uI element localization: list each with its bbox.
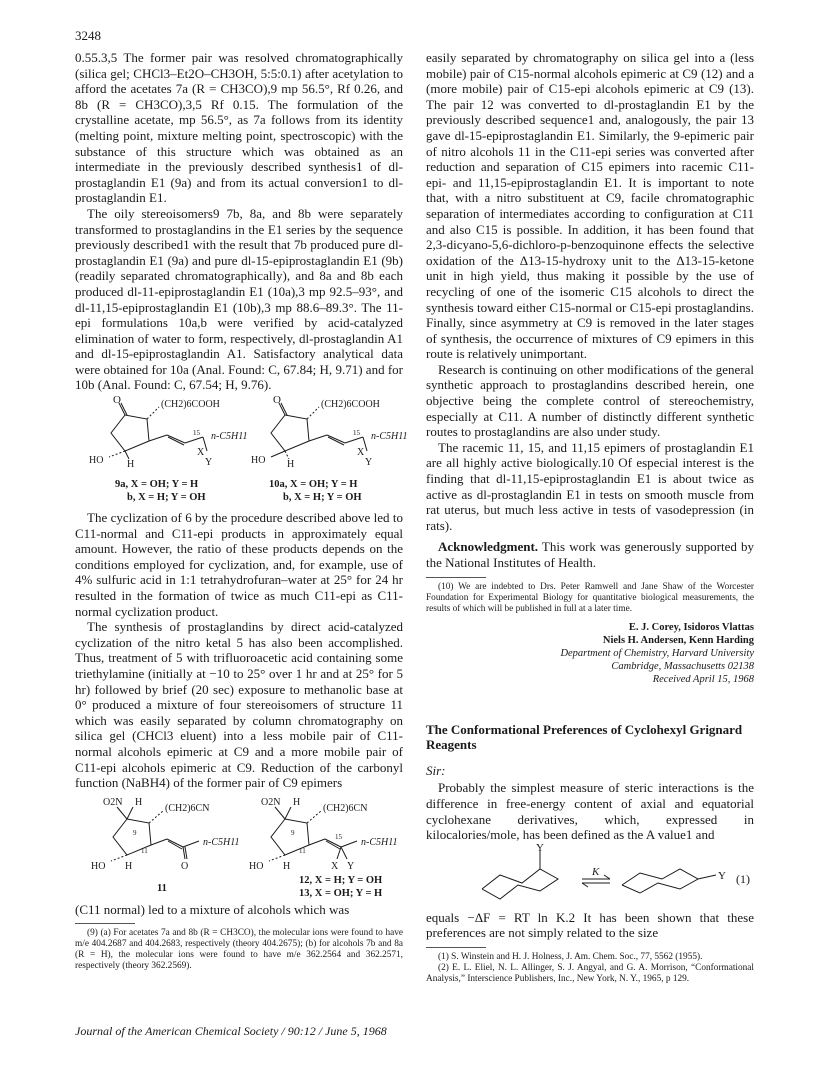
footnote-1: (1) S. Winstein and H. J. Holness, J. Am. Chem. Soc., 77, 5562 (1955). [438, 951, 703, 962]
svg-text:11: 11 [141, 846, 148, 855]
affiliation-line-2: Cambridge, Massachusetts 02138 [611, 660, 754, 672]
svg-text:n-C5H11: n-C5H11 [361, 836, 398, 848]
svg-text:HO: HO [91, 860, 106, 872]
svg-text:H: H [283, 860, 291, 872]
svg-text:O: O [113, 394, 121, 407]
svg-text:n-C5H11: n-C5H11 [203, 836, 240, 848]
svg-text:Y: Y [205, 457, 213, 469]
left-paragraph-4: The synthesis of prostaglandins by direct acid-catalyzed cyclization of the nitro ketal 5 has also been accomplished. Thus, treatment of 5 with trifluoroacetic acid containing some triethylamine (initially at −10 to 25° over 1 hr and at 25° for 5 hr) followed by brief (20 sec) exposure to methanolic base at 0° produced a mixture of four stereoisomers of structure 11 which was easily separated by column chromatography on silica gel (CHCl3 eluent) into a less mobile pair of C11-normal alcohols epimeric at C9 and a more mobile pair of C11-epi alcohols epimeric at C9. Reduction of the carbonyl function (NaBH4) of the former pair of C9 epimers [75, 619, 403, 791]
received-date: Received April 15, 1968 [652, 673, 754, 685]
right-column [426, 50, 754, 985]
svg-text:O: O [181, 860, 189, 872]
svg-text:HO: HO [249, 860, 264, 872]
svg-text:O: O [273, 394, 281, 407]
svg-text:n-C5H11: n-C5H11 [371, 431, 408, 443]
footnote-rule [75, 923, 135, 924]
svg-text:9: 9 [133, 828, 137, 837]
nitro-structures-11-12-13 [75, 793, 403, 899]
acknowledgment-text: This work was generously supported by the National Institutes of Health. [426, 539, 754, 570]
svg-text:(CH2)6COOH: (CH2)6COOH [321, 399, 380, 411]
svg-text:Y: Y [347, 860, 355, 872]
svg-text:(CH2)6CN: (CH2)6CN [323, 802, 368, 814]
s1-chain-label: (CH2)6COOH [161, 399, 220, 411]
left-paragraph-1: 0.55.3,5 The former pair was resolved chromatographically (silica gel; CHCl3–Et2O–CH3OH, 5:5:0.1) after acetylation to afford the acetates 7a (R = CH3CO),9 mp 56.5°, Rf 0.26, and 8b (R = CH3CO),3,5 Rf 0.15. The formulation of the crystalline acetate, mp 56.5°, as 7a follows from its identity (melting point, mixture melting point, spectroscopic) with the substance of this structure which was obtained as an intermediate in the previously described synthesis1 of dl-prostaglandin E1 (9a) and from its actual conversion1 to dl-prostaglandin E1. [75, 50, 403, 206]
affiliation-line-1: Department of Chemistry, Harvard University [560, 647, 754, 659]
author-block [426, 621, 754, 686]
svg-text:H: H [127, 459, 135, 471]
authors-line-2: Niels H. Andersen, Kenn Harding [602, 634, 754, 646]
left-paragraph-5: (C11 normal) led to a mixture of alcohols which was [75, 901, 350, 917]
svg-text:X: X [331, 860, 339, 872]
left-column [75, 50, 408, 972]
svg-text:H: H [125, 860, 133, 872]
svg-text:15: 15 [353, 429, 360, 438]
structure-12-label: 12, X = H; Y = OH [299, 874, 383, 886]
axial-y-label: Y [536, 841, 544, 854]
svg-text:15: 15 [335, 832, 342, 841]
equation-number: (1) [736, 871, 750, 886]
structure-9-label-a: 9a, X = OH; Y = H [115, 479, 199, 491]
footnote-9: (9) (a) For acetates 7a and 8b (R = CH3CO), the molecular ions were found to have m/e 404.2687 and 404.2683, respectively (theory 404.2675); (b) for alcohols 7b and 8a (R = H), the molecular ions were found to have m/e 362.2564 and 362.2571, respectively (theory 362.2569). [75, 928, 403, 972]
prostaglandin-structures-9-10 [75, 394, 408, 507]
left-paragraph-3: The cyclization of 6 by the procedure described above led to C11-normal and C11-epi products in approximately equal amount. However, the ratio of these products depends on the conditions employed for cyclization, and, for example, use of 4% sulfuric acid in 1:1 tetrahydrofuran–water at 25° for 24 hr resulted in the formation of twice as much C11-epi as C11-normal cyclization product. [75, 510, 403, 619]
journal-footer: Journal of the American Chemical Society / 90:12 / June 5, 1968 [75, 1024, 387, 1038]
svg-text:X: X [357, 447, 365, 459]
cyclohexane-equilibrium-equation [426, 841, 754, 907]
authors-line-1: E. J. Corey, Isidoros Vlattas [628, 621, 754, 633]
footnote-10: (10) We are indebted to Drs. Peter Ramwell and Jane Shaw of the Worcester Foundation for Experimental Biology for quantitative biological measurements, the results of which will be published in full at a later time. [426, 581, 754, 614]
footnote-rule-right [426, 577, 486, 578]
svg-text:9: 9 [291, 828, 295, 837]
right-paragraph-1: easily separated by chromatography on silica gel into a (less mobile) pair of C15-normal alcohols epimeric at C9 (12) and a (more mobile) pair of C15-epi alcohols epimeric at C9 (13). The pair 12 was converted to dl-prostaglandin E1 by the previously described sequence1 and, analogously, the pair 13 gave dl-15-epiprostaglandin E1. Similarly, the 9-epimeric pair of nitro alcohols 11 in the C11-epi series was converted after reduction and separation of C15 epimers into racemic C11-epi- and 11,15-epiprostaglandin E1. It is important to note that, with a nitro substituent at C9, facile chromatographic separation of intermediates according to configuration at C11 and also C15 is possible. In addition, it has been found that 2,3-dicyano-5,6-dichloro-p-benzoquinone effects the selective oxidation of the Δ13-15-hydroxy unit to the Δ13-15-ketone unit in high yield, thus making it possible by the use of recycling of one of the isomeric C15 alcohols to direct the synthesis toward either C15-normal or C15-epi prostaglandins. Finally, since asymmetry at C9 is removed in the later stages of synthesis, the occurrence of mixtures of C9 epimers in this route is relatively unimportant. [426, 50, 754, 362]
footnote-rule-right-2 [426, 947, 486, 948]
structure-10-label-a: 10a, X = OH; Y = H [269, 479, 358, 491]
right-paragraph-3: The racemic 11, 15, and 11,15 epimers of prostaglandin E1 are all highly active biologically.10 Of especial interest is the finding that dl-11,15-epiprostaglandin E1 is about twice as active as dl-prostaglandin E1 in tests on smooth muscle from rat uterus, but much less active in tests of vasodepression (in rats). [426, 439, 754, 533]
svg-text:X: X [197, 447, 205, 459]
structure-10-label-b: b, X = H; Y = OH [283, 492, 362, 504]
equilibrium-k-label: K [592, 865, 600, 878]
svg-text:O2N: O2N [103, 796, 123, 808]
structure-9-label-b: b, X = H; Y = OH [127, 492, 206, 504]
right-paragraph-4: Probably the simplest measure of steric interactions is the difference in free-energy content of axial and equatorial cyclohexane derivatives, which, expressed in kilocalories/mole, has been defined as the A value1 and [426, 780, 754, 843]
svg-text:HO: HO [89, 455, 104, 467]
s1-side-label: n-C5H11 [211, 431, 248, 443]
page-number: 3248 [75, 28, 101, 43]
structure-11-label: 11 [157, 882, 167, 894]
svg-text:11: 11 [299, 846, 306, 855]
footnote-2: (2) E. L. Eliel, N. L. Allinger, S. J. Angyal, and G. A. Morrison, “Conformational Analysis,” Interscience Publishers, Inc., New York, N. Y., 1965, p 129. [426, 962, 754, 984]
salutation: Sir: [426, 762, 446, 778]
article-title: The Conformational Preferences of Cyclohexyl Grignard Reagents [426, 721, 743, 753]
right-paragraph-2: Research is continuing on other modifications of the general synthetic approach to prostaglandins described herein, one objective being the complete control of stereochemistry, especially at C11. A number of distinctly different synthetic routes to prostaglandins are also under study. [426, 361, 754, 440]
svg-text:HO: HO [251, 455, 266, 467]
svg-text:15: 15 [193, 429, 200, 438]
equatorial-y-label: Y [718, 869, 726, 882]
svg-text:H: H [293, 796, 301, 808]
svg-text:Y: Y [365, 457, 373, 469]
right-paragraph-5: equals −ΔF = RT ln K.2 It has been shown that these preferences are not simply related to the size [426, 909, 754, 941]
acknowledgment [426, 539, 754, 570]
svg-text:H: H [135, 796, 143, 808]
acknowledgment-heading: Acknowledgment. [438, 539, 539, 555]
svg-text:(CH2)6CN: (CH2)6CN [165, 802, 210, 814]
svg-text:O2N: O2N [261, 796, 281, 808]
structure-13-label: 13, X = OH; Y = H [299, 887, 383, 899]
svg-text:H: H [287, 459, 295, 471]
left-paragraph-2: The oily stereoisomers9 7b, 8a, and 8b were separately transformed to prostaglandins in the E1 series by the sequence previously described1 with the result that 7b produced pure dl-prostaglandin E1 (9a) and pure dl-15-epiprostaglandin E1 (9b) (readily separated chromatographically), and 8a and 8b each produced dl-11-epiprostaglandin E1 (10a),3 mp 92.5–93°, and dl-11,15-epiprostaglandin E1 (10b),3 mp 88.6–89.3°. The 11-epi formulations 10a,b were verified by acid-catalyzed elimination of water to form, respectively, dl-prostaglandin A1 and dl-15-epiprostaglandin A1. Satisfactory analytical data were obtained for 10a (Anal. Found: C, 67.84; H, 9.71) and for 10b (Anal. Found: C, 67.54; H, 9.76). [75, 205, 403, 393]
